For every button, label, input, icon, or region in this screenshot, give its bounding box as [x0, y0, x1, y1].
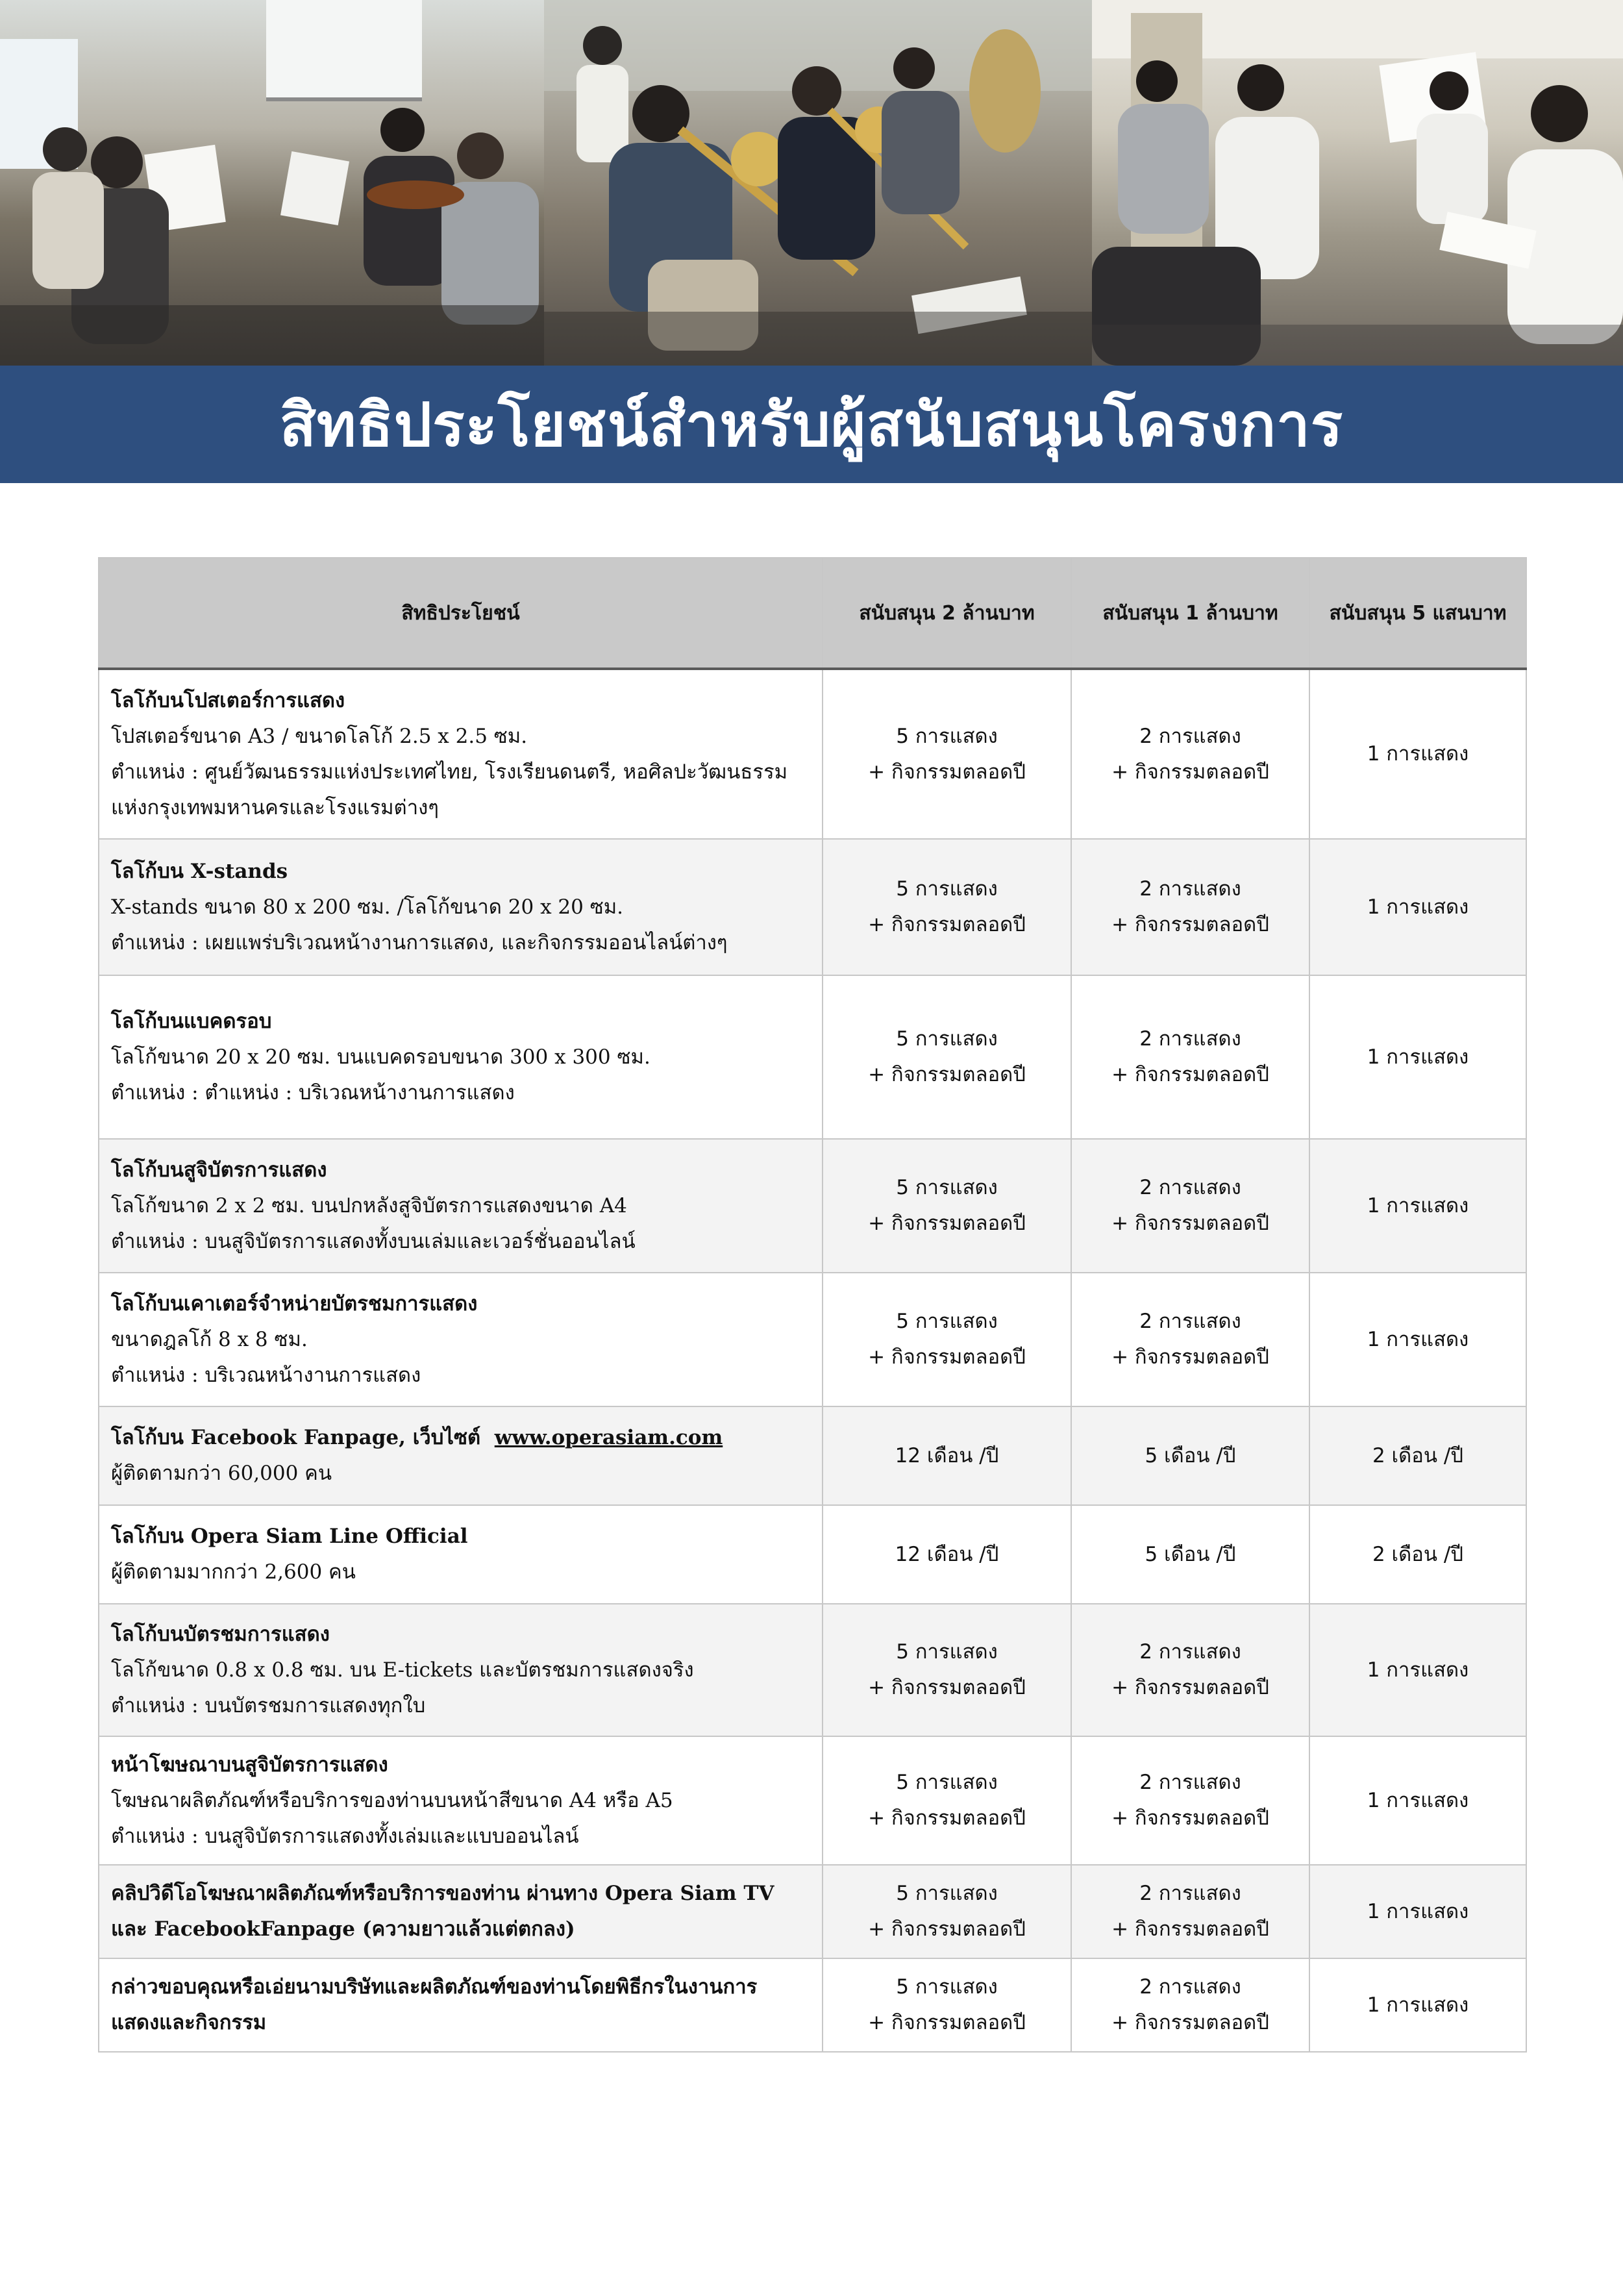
- tier-500k-cell: [1309, 669, 1526, 839]
- tier-500k-cell: [1309, 1406, 1526, 1505]
- benefit-detail-line: ขนาดฎลโก้ 8 x 8 ซม.: [111, 1327, 308, 1351]
- tier-500k-cell: [1309, 1865, 1526, 1958]
- tier-1m-cell: [1071, 1865, 1309, 1958]
- tier-value: 2 เดือน /ปี: [1372, 1542, 1464, 1566]
- table-row: [99, 1736, 1526, 1865]
- benefit-detail-line: ตำแหน่ง : เผยแพร่บริเวณหน้างานการแสดง, และกิจกรรมออนไลน์ต่างๆ: [111, 930, 728, 955]
- tier-1m-cell: [1071, 1273, 1309, 1406]
- tier-500k-cell: [1309, 1604, 1526, 1736]
- tier-500k-cell: [1309, 1139, 1526, 1273]
- tier-value: + กิจกรรมตลอดปี: [1111, 1917, 1269, 1941]
- benefit-title: [111, 1747, 810, 1783]
- tier-1m-cell: [1071, 1958, 1309, 2052]
- benefit-title: [111, 1876, 810, 1947]
- benefits-table: [98, 557, 1527, 2053]
- tier-value: 1 การแสดง: [1367, 1045, 1469, 1069]
- tier-value: 1 การแสดง: [1367, 1658, 1469, 1682]
- table-row: [99, 1604, 1526, 1736]
- tier-value: 2 การแสดง: [1139, 1310, 1241, 1333]
- tier-value: + กิจกรรมตลอดปี: [1111, 2011, 1269, 2034]
- tier-1m-cell: [1071, 1139, 1309, 1273]
- tier-value: + กิจกรรมตลอดปี: [1111, 1345, 1269, 1369]
- page-title: สิทธิประโยชน์สำหรับผู้สนับสนุนโครงการ: [279, 390, 1344, 460]
- tier-value: 12 เดือน /ปี: [895, 1542, 999, 1566]
- tier-2m-cell: [823, 1139, 1071, 1273]
- benefit-cell: [99, 669, 823, 839]
- benefit-detail-line: X-stands ขนาด 80 x 200 ซม. /โลโก้ขนาด 20 x 20 ซม.: [111, 895, 624, 919]
- tier-value: 1 การแสดง: [1367, 1788, 1469, 1812]
- benefit-title-text: โลโก้บนบัตรชมการแสดง: [111, 1622, 330, 1646]
- benefit-detail-line: ตำแหน่ง : บนสูจิบัตรการแสดงทั้งบนเล่มและเวอร์ชั่นออนไลน์: [111, 1229, 636, 1253]
- benefit-cell: [99, 1958, 823, 2052]
- tier-value: 2 การแสดง: [1139, 1176, 1241, 1199]
- tier-value: 5 เดือน /ปี: [1145, 1542, 1236, 1566]
- tier-1m-cell: [1071, 1736, 1309, 1865]
- tier-2m-cell: [823, 1273, 1071, 1406]
- benefit-cell: [99, 1604, 823, 1736]
- tier-1m-cell: [1071, 1604, 1309, 1736]
- tier-value: 1 การแสดง: [1367, 1193, 1469, 1217]
- benefit-title-text: โลโก้บน Opera Siam Line Official: [111, 1525, 468, 1548]
- benefit-cell: [99, 839, 823, 975]
- benefit-detail-line: แห่งกรุงเทพมหานครและโรงแรมต่างๆ: [111, 795, 439, 819]
- tier-1m-cell: [1071, 839, 1309, 975]
- tier-value: 1 การแสดง: [1367, 1993, 1469, 2017]
- benefit-title-text: คลิปวิดีโอโฆษณาผลิตภัณฑ์หรือบริการของท่าน ผ่านทาง Opera Siam TV และ FacebookFanpage (ความยาวแล้วแต่ตกลง): [111, 1882, 774, 1941]
- tier-value: 5 การแสดง: [896, 1027, 998, 1051]
- brass-rehearsal-photo: [544, 0, 1092, 366]
- tier-value: 2 การแสดง: [1139, 1640, 1241, 1664]
- table-header-row: [99, 558, 1526, 669]
- header-benefit: สิทธิประโยชน์: [99, 558, 823, 669]
- benefit-title-text: โลโก้บนโปสเตอร์การแสดง: [111, 688, 345, 712]
- tier-value: + กิจกรรมตลอดปี: [868, 1063, 1026, 1086]
- tier-value: 2 การแสดง: [1139, 1771, 1241, 1794]
- tier-500k-cell: [1309, 1505, 1526, 1604]
- benefit-title: [111, 1519, 810, 1554]
- tier-value: 5 การแสดง: [896, 1771, 998, 1794]
- tier-500k-cell: [1309, 975, 1526, 1139]
- tier-value: 12 เดือน /ปี: [895, 1443, 999, 1467]
- table-row: [99, 975, 1526, 1139]
- benefit-cell: [99, 1865, 823, 1958]
- benefit-title: [111, 1617, 810, 1653]
- table-row: [99, 1273, 1526, 1406]
- benefit-title-text: หน้าโฆษณาบนสูจิบัตรการแสดง: [111, 1753, 388, 1777]
- benefit-detail-line: โปสเตอร์ขนาด A3 / ขนาดโลโก้ 2.5 x 2.5 ซม.: [111, 724, 528, 748]
- tier-2m-cell: [823, 1865, 1071, 1958]
- tier-2m-cell: [823, 839, 1071, 975]
- tier-500k-cell: [1309, 1736, 1526, 1865]
- tier-value: 1 การแสดง: [1367, 895, 1469, 919]
- benefit-title: [111, 683, 810, 719]
- website-link[interactable]: www.operasiam.com: [494, 1426, 723, 1449]
- header-tier-2m: สนับสนุน 2 ล้านบาท: [823, 558, 1071, 669]
- clarinet-rehearsal-photo: [1092, 0, 1623, 366]
- benefit-detail-line: ตำแหน่ง : ตำแหน่ง : บริเวณหน้างานการแสดง: [111, 1080, 515, 1104]
- tier-2m-cell: [823, 975, 1071, 1139]
- tier-value: 5 การแสดง: [896, 724, 998, 748]
- table-row: [99, 1139, 1526, 1273]
- tier-2m-cell: [823, 669, 1071, 839]
- benefit-detail-line: ตำแหน่ง : ศูนย์วัฒนธรรมแห่งประเทศไทย, โรงเรียนดนตรี, หอศิลปะวัฒนธรรม: [111, 760, 788, 784]
- tier-value: + กิจกรรมตลอดปี: [1111, 1212, 1269, 1235]
- tier-value: + กิจกรรมตลอดปี: [868, 1345, 1026, 1369]
- benefit-cell: [99, 1505, 823, 1604]
- tier-value: 2 การแสดง: [1139, 1975, 1241, 1999]
- table-row: [99, 1505, 1526, 1604]
- benefit-cell: [99, 1139, 823, 1273]
- tier-value: + กิจกรรมตลอดปี: [1111, 1676, 1269, 1699]
- benefit-cell: [99, 1736, 823, 1865]
- tier-value: 5 การแสดง: [896, 1882, 998, 1905]
- tier-1m-cell: [1071, 975, 1309, 1139]
- benefit-cell: [99, 1406, 823, 1505]
- tier-value: + กิจกรรมตลอดปี: [868, 1676, 1026, 1699]
- tier-2m-cell: [823, 1958, 1071, 2052]
- tier-value: 1 การแสดง: [1367, 1327, 1469, 1351]
- photo-strip: [0, 0, 1623, 366]
- tier-value: 5 การแสดง: [896, 1640, 998, 1664]
- tier-value: 5 การแสดง: [896, 877, 998, 901]
- benefit-detail-line: โลโก้ขนาด 20 x 20 ซม. บนแบคดรอบขนาด 300 x 300 ซม.: [111, 1045, 650, 1069]
- string-rehearsal-photo: [0, 0, 544, 366]
- benefit-detail-line: ตำแหน่ง : บนสูจิบัตรการแสดงทั้งเล่มและแบบออนไลน์: [111, 1824, 579, 1848]
- tier-value: + กิจกรรมตลอดปี: [1111, 1806, 1269, 1830]
- benefit-title: [111, 854, 810, 890]
- tier-500k-cell: [1309, 1273, 1526, 1406]
- benefit-title: [111, 1286, 810, 1322]
- header-tier-1m: สนับสนุน 1 ล้านบาท: [1071, 558, 1309, 669]
- benefit-detail-line: ตำแหน่ง : บริเวณหน้างานการแสดง: [111, 1363, 421, 1387]
- table-row: [99, 1406, 1526, 1505]
- tier-value: + กิจกรรมตลอดปี: [1111, 760, 1269, 784]
- tier-2m-cell: [823, 1406, 1071, 1505]
- tier-2m-cell: [823, 1604, 1071, 1736]
- tier-1m-cell: [1071, 669, 1309, 839]
- title-banner: [0, 366, 1623, 483]
- tier-value: + กิจกรรมตลอดปี: [868, 1212, 1026, 1235]
- tier-value: + กิจกรรมตลอดปี: [1111, 1063, 1269, 1086]
- tier-value: + กิจกรรมตลอดปี: [868, 760, 1026, 784]
- tier-value: + กิจกรรมตลอดปี: [868, 1806, 1026, 1830]
- tier-value: 1 การแสดง: [1367, 1899, 1469, 1923]
- tier-1m-cell: [1071, 1505, 1309, 1604]
- tier-2m-cell: [823, 1736, 1071, 1865]
- benefit-title-text: โลโก้บนเคาเตอร์จำหน่ายบัตรชมการแสดง: [111, 1292, 478, 1316]
- table-row: [99, 1958, 1526, 2052]
- benefit-detail-line: ผู้ติดตามกว่า 60,000 คน: [111, 1462, 332, 1485]
- benefit-title: [111, 1420, 810, 1456]
- tier-value: 1 การแสดง: [1367, 742, 1469, 766]
- table-row: [99, 1865, 1526, 1958]
- tier-value: 2 การแสดง: [1139, 724, 1241, 748]
- tier-value: + กิจกรรมตลอดปี: [868, 2011, 1026, 2034]
- table-row: [99, 669, 1526, 839]
- benefit-detail-line: ตำแหน่ง : บนบัตรชมการแสดงทุกใบ: [111, 1693, 426, 1717]
- benefit-detail-line: ผู้ติดตามมากกว่า 2,600 คน: [111, 1560, 356, 1584]
- benefit-title-text: โลโก้บนแบคดรอบ: [111, 1009, 272, 1033]
- benefit-title-text: โลโก้บน X-stands: [111, 859, 288, 883]
- tier-500k-cell: [1309, 839, 1526, 975]
- tier-value: + กิจกรรมตลอดปี: [868, 1917, 1026, 1941]
- benefit-title-text: โลโก้บนสูจิบัตรการแสดง: [111, 1158, 327, 1182]
- benefit-title: [111, 1004, 810, 1040]
- benefit-title-text: กล่าวขอบคุณหรือเอ่ยนามบริษัทและผลิตภัณฑ์ของท่านโดยพิธีกรในงานการ แสดงและกิจกรรม: [111, 1975, 758, 2034]
- tier-value: 2 การแสดง: [1139, 1027, 1241, 1051]
- tier-value: 2 เดือน /ปี: [1372, 1443, 1464, 1467]
- benefit-cell: [99, 1273, 823, 1406]
- tier-value: 5 การแสดง: [896, 1975, 998, 1999]
- benefit-detail-line: โลโก้ขนาด 2 x 2 ซม. บนปกหลังสูจิบัตรการแสดงขนาด A4: [111, 1193, 627, 1217]
- benefit-title: [111, 1969, 810, 2041]
- benefit-title-text: โลโก้บน Facebook Fanpage, เว็บไซต์: [111, 1426, 481, 1449]
- benefit-detail-line: โฆษณาผลิตภัณฑ์หรือบริการของท่านบนหน้าสีขนาด A4 หรือ A5: [111, 1788, 673, 1812]
- benefit-title: [111, 1153, 810, 1188]
- tier-value: + กิจกรรมตลอดปี: [1111, 913, 1269, 936]
- tier-value: 5 การแสดง: [896, 1176, 998, 1199]
- benefit-cell: [99, 975, 823, 1139]
- table-row: [99, 839, 1526, 975]
- tier-500k-cell: [1309, 1958, 1526, 2052]
- benefit-detail-line: โลโก้ขนาด 0.8 x 0.8 ซม. บน E-tickets และบัตรชมการแสดงจริง: [111, 1658, 694, 1682]
- tier-value: + กิจกรรมตลอดปี: [868, 913, 1026, 936]
- tier-value: 2 การแสดง: [1139, 877, 1241, 901]
- header-tier-500k: สนับสนุน 5 แสนบาท: [1309, 558, 1526, 669]
- tier-value: 5 เดือน /ปี: [1145, 1443, 1236, 1467]
- tier-2m-cell: [823, 1505, 1071, 1604]
- tier-1m-cell: [1071, 1406, 1309, 1505]
- tier-value: 5 การแสดง: [896, 1310, 998, 1333]
- tier-value: 2 การแสดง: [1139, 1882, 1241, 1905]
